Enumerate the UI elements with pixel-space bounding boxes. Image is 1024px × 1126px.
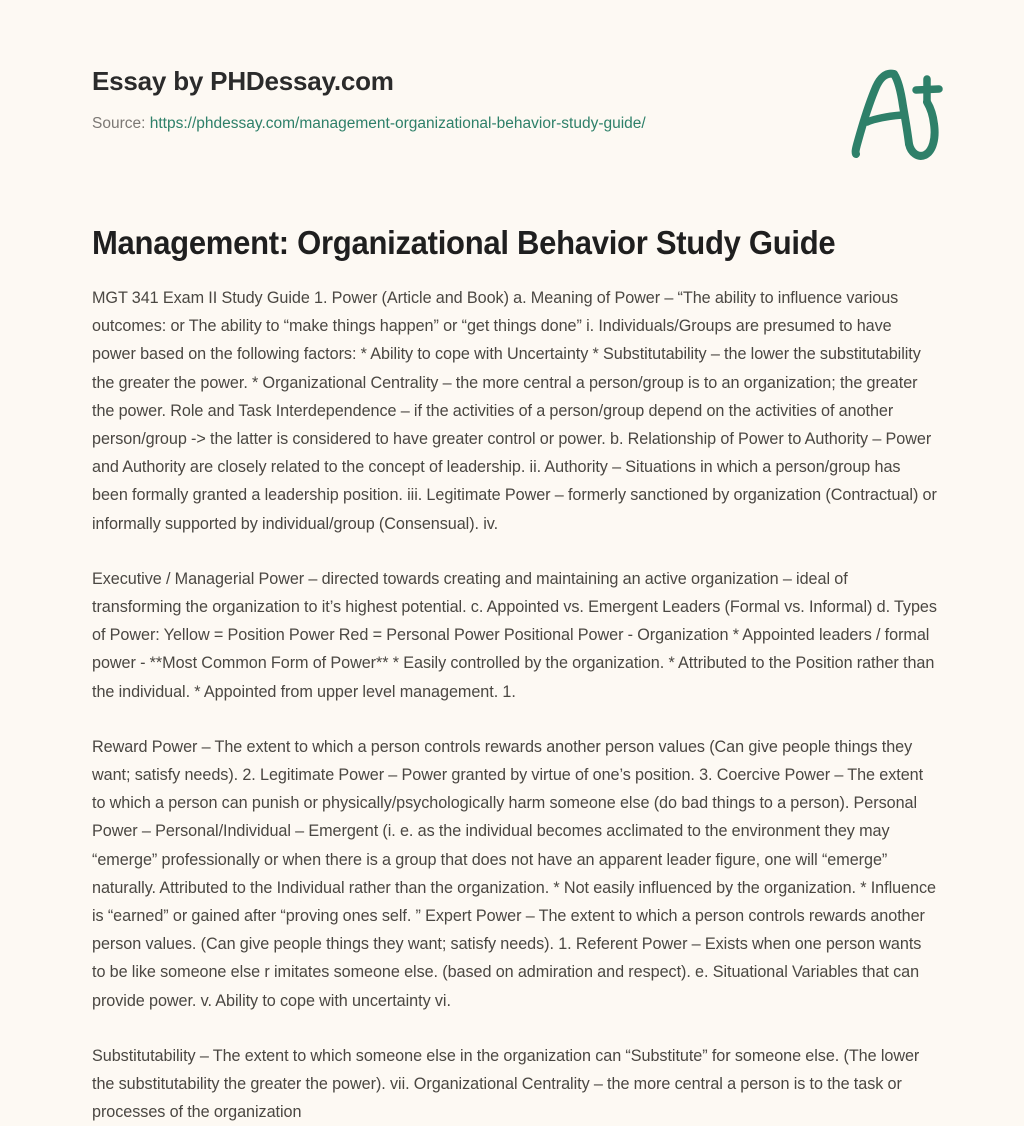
source-url-link[interactable]: https://phdessay.com/management-organizational-behavior-study-guide/ [149,115,646,133]
essay-body [92,284,937,1126]
essay-paragraph: Executive / Managerial Power – directed towards creating and maintaining an active organization – ideal of transforming the organization to it’s highest potential. c. Appointed vs. Emergent Leaders (Formal vs. Informal) d. Types of Power: Yellow = Position Power Red = Personal Power Positional Power - Organization * Appointed leaders / formal power - **Most Common Form of Power** * Easily controlled by the organization. * Attributed to the Position rather than the individual. * Appointed from upper level management. 1. [92,569,937,701]
source-line [92,114,944,134]
essay-paragraph: MGT 341 Exam II Study Guide 1. Power (Article and Book) a. Meaning of Power – “The ability to influence various outcomes: or The ability to “make things happen” or “get things done” i. Individuals/Groups are presumed to have power based on the following factors: * Ability to cope with Uncertainty * Substitutability – the lower the substitutability the greater the power. * Organizational Centrality – the more central a person/group is to an organization; the greater the power. Role and Task Interdependence – if the activities of a person/group depend on the activities of another person/group -> the latter is considered to have greater control or power. b. Relationship of Power to Authority – Power and Authority are closely related to the concept of leadership. ii. Authority – Situations in which a person/group has been formally granted a leadership position. iii. Legitimate Power – formerly sanctioned by organization (Contractual) or informally supported by individual/group (Consensual). iv. [92,289,937,533]
brand-line: Essay by PHDessay.com [92,66,394,96]
a-plus-logo [840,58,950,168]
essay-paragraph: Substitutability – The extent to which someone else in the organization can “Substitute” for someone else. (The lower the substitutability the greater the power). vii. Organizational Centrality – the more central a person is to the task or processes of the organization [92,1046,920,1122]
essay-paragraph: Reward Power – The extent to which a person controls rewards another person values (Can give people things they want; satisfy needs). 2. Legitimate Power – Power granted by virtue of one’s position. 3. Coercive Power – The extent to which a person can punish or physically/psychologically harm someone else (do bad things to a person). Personal Power – Personal/Individual – Emergent (i. e. as the individual becomes acclimated to the environment they may “emerge” professionally or when there is a group that does not have an apparent leader figure, one will “emerge” naturally. Attributed to the Individual rather than the organization. * Not easily influenced by the organization. * Influence is “earned” or gained after “proving ones self. ” Expert Power – The extent to which a person controls rewards another person values. (Can give people things they want; satisfy needs). 1. Referent Power – Exists when one person wants to be like someone else r imitates someone else. (based on admiration and respect). e. Situational Variables that can provide power. v. Ability to cope with uncertainty vi. [92,737,936,1010]
page-header [92,66,944,134]
source-label: Source: [92,115,146,133]
page-title: Management: Organizational Behavior Study Guide [92,224,836,261]
